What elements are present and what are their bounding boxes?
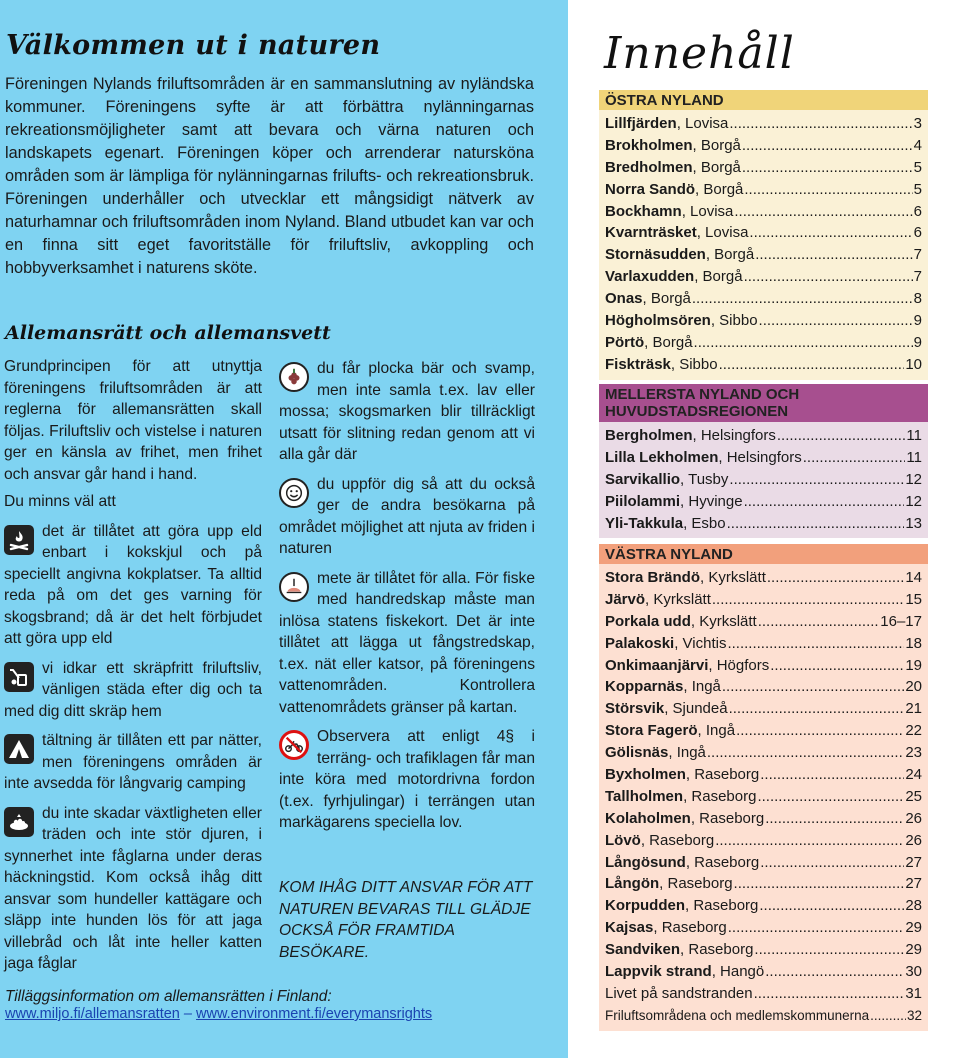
- toc-page-number: 22: [905, 722, 922, 740]
- slogan: KOM IHÅG DITT ANSVAR FÖR ATT NATUREN BEVARAS TILL GLÄDJE OCKSÅ FÖR FRAMTIDA BESÖKARE.: [279, 879, 533, 961]
- toc-leader-dots: [729, 469, 904, 491]
- toc-page-number: 5: [913, 180, 922, 198]
- principle-text: Grundprincipen för att utnyttja föreningens friluftsområden är att reglerna för allemansrätten skall följas. Friluftsliv och vistelse i naturen ger en känsla av frihet, men frihet och ansvar går hand i hand.: [4, 358, 262, 483]
- toc-page-number: 29: [905, 941, 922, 959]
- toc-entry-name: Kopparnäs: [605, 678, 684, 696]
- toc-page-number: 23: [905, 744, 922, 762]
- toc-page-number: 16–17: [880, 612, 922, 630]
- toc-leader-dots: [722, 676, 904, 698]
- toc-leader-dots: [742, 157, 913, 179]
- toc-leader-dots: [734, 873, 905, 895]
- toc-leader-dots: [744, 266, 913, 288]
- toc-entry[interactable]: [599, 808, 928, 830]
- toc-page-number: 12: [905, 492, 922, 510]
- toc-entry-name: Porkala udd: [605, 612, 691, 630]
- toc-entry-location: , Ingå: [683, 678, 721, 696]
- toc-leader-dots: [754, 939, 904, 961]
- toc-leader-dots: [767, 567, 904, 589]
- toc-entry-name: Långön: [605, 875, 660, 893]
- toc-entry-name: Stora Brändö: [605, 569, 701, 586]
- toc-entry-name: Kvarnträsket: [605, 224, 697, 242]
- toc-leader-dots: [734, 201, 912, 223]
- toc-entry[interactable]: [599, 983, 928, 1005]
- toc-entry-name: Bergholmen: [605, 427, 693, 444]
- toc-entry[interactable]: [599, 961, 928, 983]
- toc-entry[interactable]: [599, 873, 928, 895]
- toc-entry[interactable]: [599, 720, 928, 742]
- toc-leader-dots: [728, 917, 905, 939]
- toc-leader-dots: [758, 611, 880, 633]
- toc-page-number: 6: [913, 202, 922, 220]
- toc-entry[interactable]: [599, 830, 928, 852]
- toc-entry[interactable]: [599, 676, 928, 698]
- toc-entry-location: , Raseborg: [680, 941, 754, 959]
- toc-entry-location: , Esbo: [683, 514, 726, 532]
- toc-entry-location: Friluftsområdena och medlemskommunerna: [605, 1007, 870, 1023]
- toc-entry-name: Bredholmen: [605, 158, 693, 176]
- rule-text: du får plocka bär och svamp, men inte samla t.ex. lav eller mossa; skogsmarken blir tillräckligt utsatt för slitning redan genom att vi alla går där: [279, 360, 535, 463]
- page-title: Välkommen ut i naturen: [6, 30, 381, 61]
- contents-column: [568, 0, 960, 1058]
- toc-entry-location: , Borgå: [644, 333, 693, 351]
- toc-leader-dots: [765, 961, 904, 983]
- toc-entry-location: , Raseborg: [685, 853, 760, 871]
- toc-entry-name: Onkimaanjärvi: [605, 656, 709, 674]
- toc-entry[interactable]: [599, 332, 928, 354]
- rule-text: mete är tillåtet för alla. För fiske med handredskap måste man inlösa statens fiskekort. Det är inte tillåtet att lägga ut fångstredskap, t.ex. nät eller katsor, på föreningens vattenområden. Kontrollera vattenområdets gränser på kartan.: [279, 569, 535, 716]
- toc-entry[interactable]: [599, 222, 928, 244]
- toc-entry[interactable]: [599, 611, 928, 633]
- toc-entry[interactable]: [599, 633, 928, 655]
- toc-entry-name: Tallholmen: [605, 787, 684, 805]
- rule-text: du uppför dig så att du också ger de andra besökarna på området möjlighet att njuta av friden i naturen: [279, 475, 535, 557]
- toc-leader-dots: [870, 1005, 906, 1027]
- toc-entry[interactable]: [599, 179, 928, 201]
- rule-text: du inte skadar växtligheten eller träden och inte stör djuren, i synnerhet inte fåglarna under deras häckningstid. Kom också ihåg ditt ansvar som hundeller kattägare och släpp inte hunden lös för att jaga villebråd och låt inte heller katten jaga fåglar: [4, 804, 262, 972]
- toc-entry[interactable]: [599, 201, 928, 223]
- toc-entry-name: Norra Sandö: [605, 180, 696, 198]
- litter-bin-icon: [4, 662, 34, 692]
- toc-entry-location: , Högfors: [708, 656, 770, 674]
- toc-entry-name: Lillfjärden: [605, 115, 677, 132]
- toc-page-number: 9: [913, 333, 922, 351]
- toc-section-heading: ÖSTRA NYLAND: [599, 90, 928, 110]
- toc-entry[interactable]: [599, 655, 928, 677]
- toc-page-number: 7: [913, 246, 922, 264]
- toc-entry[interactable]: [599, 1005, 928, 1027]
- toc-section-heading: VÄSTRA NYLAND: [599, 544, 928, 564]
- toc-entry-location: , Borgå: [695, 180, 744, 198]
- toc-leader-dots: [757, 786, 904, 808]
- toc-entry[interactable]: [599, 698, 928, 720]
- toc-entry[interactable]: [599, 288, 928, 310]
- toc-leader-dots: [742, 135, 913, 157]
- rules-column-right: [279, 356, 535, 834]
- toc-entry-name: Långösund: [605, 853, 686, 871]
- toc-entry-location: , Ingå: [697, 722, 736, 740]
- toc-entry-location: , Borgå: [694, 268, 743, 286]
- extra-info: Tilläggsinformation om allemansrätten i Finland:: [5, 988, 332, 1005]
- toc-entry[interactable]: [599, 244, 928, 266]
- rule-text: Observera att enligt 4§ i terräng- och trafiklagen får man inte köra med motordrivna fordon (t.ex. fyrhjulingar) i terrängen utan markägarens speciella lov.: [279, 728, 535, 831]
- toc-section: [599, 544, 928, 1031]
- toc-page-number: 13: [905, 514, 922, 532]
- toc-entry-name: Byxholmen: [605, 766, 686, 784]
- toc-leader-dots: [755, 244, 912, 266]
- toc-leader-dots: [727, 513, 905, 535]
- toc-entry-location: , Raseborg: [659, 875, 733, 893]
- toc-entry-name: Piilolammi: [605, 492, 681, 510]
- toc-page-number: 29: [905, 919, 922, 937]
- toc-entry-location: , Hangö: [711, 963, 765, 981]
- toc-entry-name: Pörtö: [605, 333, 645, 351]
- toc-entry[interactable]: [599, 354, 928, 376]
- toc-entry[interactable]: [599, 764, 928, 786]
- toc-leader-dots: [803, 447, 906, 469]
- toc-leader-dots: [759, 895, 904, 917]
- toc-leader-dots: [707, 742, 904, 764]
- toc-page-number: 30: [905, 963, 922, 981]
- toc-entry-location: , Tusby: [680, 470, 729, 488]
- toc-entry-location: , Raseborg: [690, 809, 765, 827]
- toc-entry-location: , Helsingfors: [692, 427, 776, 444]
- toc-entry[interactable]: [599, 513, 928, 535]
- toc-entry-location: , Hyvinge: [680, 492, 743, 510]
- toc-entry-location: , Raseborg: [685, 897, 759, 915]
- toc-page-number: 27: [905, 853, 922, 871]
- toc-page-number: 14: [905, 569, 922, 586]
- toc-leader-dots: [729, 113, 912, 135]
- toc-entry-name: Störsvik: [605, 700, 665, 718]
- toc-leader-dots: [759, 310, 913, 332]
- toc-entry-location: , Helsingfors: [718, 448, 802, 466]
- toc-entry[interactable]: [599, 786, 928, 808]
- toc-leader-dots: [712, 589, 904, 611]
- toc-entry-location: , Raseborg: [653, 919, 727, 937]
- toc-entry[interactable]: [599, 266, 928, 288]
- contents-title: Innehåll: [604, 28, 795, 79]
- intro-text: Föreningen Nylands friluftsområden är en sammanslutning av nyländska kommuner. Föreningens syfte är att förbättra nylänningarnas rekreationsmöjligheter samt att bevara och värna naturen och landskapets egenart. Föreningen köper och arrenderar natursköna områden som är lämpliga för nylänningarnas frilufts- och rekreationsbruk. Föreningen underhåller och utvecklar ett mångsidigt nätverk av naturhamnar och friluftsområden inom Nyland. Bland utbudet kan var och en finna sitt eget favoritställe för friluftsliv, avkoppling och hobbyverksamhet i naturens sköte.: [5, 75, 534, 277]
- toc-entry-location: , Vichtis: [674, 634, 727, 652]
- toc-entry-location: , Lovisa: [681, 202, 734, 220]
- rule-item: [279, 568, 535, 719]
- toc-entry-name: Högholmsören: [605, 312, 711, 330]
- toc-leader-dots: [770, 655, 904, 677]
- toc-page-number: 20: [905, 678, 922, 696]
- toc-entry-name: Onas: [605, 290, 643, 308]
- toc-entry[interactable]: [599, 917, 928, 939]
- link-environment[interactable]: www.environment.fi/everymansrights: [196, 1006, 433, 1022]
- toc-entry[interactable]: [599, 425, 928, 447]
- toc-leader-dots: [744, 179, 912, 201]
- toc-page-number: 19: [905, 656, 922, 674]
- toc-entry-name: Gölisnäs: [605, 744, 669, 762]
- toc-entry[interactable]: [599, 135, 928, 157]
- toc-entry-location: , Raseborg: [683, 787, 757, 805]
- rule-item: [4, 730, 262, 795]
- toc-entry-location: , Kyrkslätt: [700, 569, 766, 586]
- toc-page-number: 26: [905, 831, 922, 849]
- toc-entry-location: , Sibbo: [670, 355, 718, 373]
- toc-leader-dots: [754, 983, 905, 1005]
- toc-entry[interactable]: [599, 742, 928, 764]
- toc-page-number: 3: [913, 115, 922, 132]
- toc-entry-location: , Raseborg: [685, 766, 760, 784]
- rule-item: [4, 658, 262, 723]
- rule-item: [4, 521, 262, 650]
- toc-page-number: 21: [905, 700, 922, 718]
- toc-page-number: 28: [905, 897, 922, 915]
- toc-leader-dots: [765, 808, 904, 830]
- toc-leader-dots: [729, 698, 905, 720]
- toc-entry-name: Yli-Takkula: [605, 514, 684, 532]
- toc-page-number: 5: [913, 158, 922, 176]
- toc-entry-location: , Sjundeå: [664, 700, 728, 718]
- toc-section-heading: MELLERSTA NYLAND OCH HUVUDSTADSREGIONEN: [599, 384, 928, 422]
- toc-page-number: 18: [905, 634, 922, 652]
- smiling-face-icon: [279, 478, 309, 508]
- toc-entry-name: Lappvik strand: [605, 963, 712, 981]
- toc-page-number: 27: [905, 875, 922, 893]
- toc-page-number: 31: [905, 984, 922, 1002]
- toc-entry[interactable]: [599, 852, 928, 874]
- berry-icon: [279, 362, 309, 392]
- link-miljo[interactable]: www.miljo.fi/allemansratten: [5, 1006, 180, 1022]
- rule-item: [4, 803, 262, 975]
- toc-entry-location: , Sibbo: [710, 312, 758, 330]
- toc-page-number: 15: [905, 590, 922, 608]
- toc-leader-dots: [692, 288, 913, 310]
- toc-leader-dots: [744, 491, 905, 513]
- bird-nest-icon: [4, 807, 34, 837]
- toc-leader-dots: [719, 354, 905, 376]
- toc-entry[interactable]: [599, 939, 928, 961]
- toc-page-number: 6: [913, 224, 922, 242]
- toc-entry-name: Brokholmen: [605, 136, 693, 154]
- toc-page-number: 8: [913, 290, 922, 308]
- toc-entry[interactable]: [599, 491, 928, 513]
- toc-entry-name: Varlaxudden: [605, 268, 695, 286]
- link-separator: –: [179, 1006, 196, 1022]
- toc-leader-dots: [760, 764, 904, 786]
- rule-item: [279, 358, 535, 466]
- toc-section: [599, 384, 928, 538]
- toc-entry-name: Kolaholmen: [605, 809, 691, 827]
- toc-section: [599, 90, 928, 380]
- toc-entry-name: Stora Fagerö: [605, 722, 698, 740]
- toc-entry-location: , Kyrkslätt: [690, 612, 757, 630]
- campfire-icon: [4, 525, 34, 555]
- toc-page-number: 10: [905, 355, 922, 373]
- toc-entry[interactable]: [599, 113, 928, 135]
- toc-leader-dots: [694, 332, 913, 354]
- toc-page-number: 9: [913, 312, 922, 330]
- toc-entry[interactable]: [599, 895, 928, 917]
- toc-entry[interactable]: [599, 310, 928, 332]
- rule-item: [279, 474, 535, 560]
- toc-entry-location: , Borgå: [692, 136, 741, 154]
- toc-entry-name: Bockhamn: [605, 202, 682, 220]
- rules-column-left: [4, 356, 262, 975]
- toc-entry-location: , Borgå: [642, 290, 691, 308]
- section-title-allemansratt: Allemansrätt och allemansvett: [5, 322, 331, 344]
- toc-page-number: 11: [906, 448, 922, 466]
- toc-page-number: 26: [905, 809, 922, 827]
- remember-text: Du minns väl att: [4, 493, 116, 510]
- toc-page-number: 4: [913, 136, 922, 154]
- toc-entry-name: Kajsas: [605, 919, 654, 937]
- toc-entry[interactable]: [599, 567, 928, 589]
- rule-item: [279, 726, 535, 834]
- toc-page-number: 7: [913, 268, 922, 286]
- toc-entry-name: Sandviken: [605, 941, 681, 959]
- toc-entry-location: , Ingå: [668, 744, 706, 762]
- toc-entry-location: , Borgå: [705, 246, 755, 264]
- toc-entry-name: Korpudden: [605, 897, 685, 915]
- toc-leader-dots: [727, 633, 904, 655]
- toc-leader-dots: [777, 425, 906, 447]
- toc-leader-dots: [736, 720, 904, 742]
- toc-entry-location: , Lovisa: [676, 115, 729, 132]
- toc-entry[interactable]: [599, 469, 928, 491]
- rule-text: det är tillåtet att göra upp eld enbart i kokskjul och på speciellt angivna kokplatser. Ta alltid reda på om det ges varning för skogsbrand; då är det helt förbjudet att göra upp eld: [4, 522, 262, 647]
- rule-text: vi idkar ett skräpfritt friluftsliv, vänligen städa efter dig och ta med dig ditt skräp hem: [4, 659, 262, 720]
- toc-page-number: 32: [906, 1007, 922, 1023]
- toc-entry[interactable]: [599, 447, 928, 469]
- toc-entry[interactable]: [599, 157, 928, 179]
- toc-entry[interactable]: [599, 589, 928, 611]
- toc-entry-name: Fiskträsk: [605, 355, 671, 373]
- toc-entry-name: Lilla Lekholmen: [605, 448, 719, 466]
- toc-entry-name: Lövö: [605, 831, 641, 849]
- toc-leader-dots: [715, 830, 904, 852]
- toc-page-number: 12: [905, 470, 922, 488]
- tent-icon: [4, 734, 34, 764]
- links: [5, 1006, 432, 1022]
- toc-page-number: 11: [906, 427, 922, 444]
- toc-entry-name: Sarvikallio: [605, 470, 681, 488]
- toc-page-number: 25: [905, 787, 922, 805]
- toc-entry-location: , Kyrkslätt: [645, 590, 711, 608]
- rule-text: tältning är tillåten ett par nätter, men föreningens områden är inte avsedda för långvarig camping: [4, 732, 262, 792]
- toc-leader-dots: [760, 852, 904, 874]
- toc-entry-name: Järvö: [605, 590, 646, 608]
- toc-entry-location: , Raseborg: [640, 831, 715, 849]
- no-motorbike-icon: [279, 730, 309, 760]
- toc-entry-name: Stornäsudden: [605, 246, 706, 264]
- toc-page-number: 24: [905, 766, 922, 784]
- toc-leader-dots: [749, 222, 912, 244]
- fishing-icon: [279, 572, 309, 602]
- toc-entry-location: , Borgå: [692, 158, 741, 176]
- toc-entry-location: Livet på sandstranden: [605, 984, 753, 1002]
- toc-entry-name: Palakoski: [605, 634, 675, 652]
- toc-entry-location: , Lovisa: [696, 224, 749, 242]
